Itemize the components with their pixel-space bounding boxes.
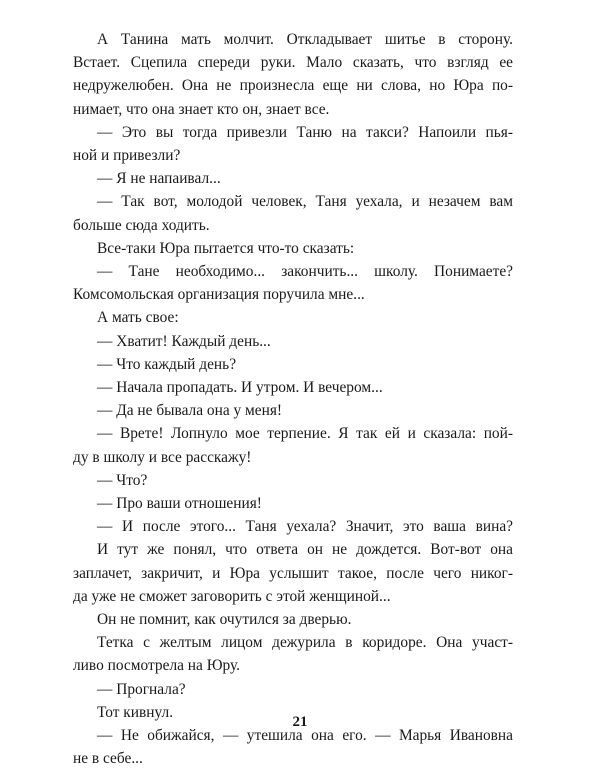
text-line-11: — Тане необходимо... закончить... школу. Понимаете? <box>97 263 513 281</box>
text-line-18: — Врете! Лопнуло мое терпение. Я так ей и сказала: пой- <box>97 425 513 443</box>
text-line-16: — Начала пропадать. И утром. И вечером... <box>97 379 383 397</box>
text-line-22: — И после этого... Таня уехала? Значит, это ваша вина? <box>97 518 513 536</box>
page-number: 21 <box>292 714 308 730</box>
text-line-14: — Хватит! Каждый день... <box>97 332 271 350</box>
text-line-20: — Что? <box>97 471 148 489</box>
text-line-1: А Танина мать молчит. Откладывает шитье в сторону. <box>97 31 513 48</box>
text-line-17: — Да не бывала она у меня! <box>97 402 283 420</box>
text-line-19: ду в школу и все расскажу! <box>73 448 252 466</box>
text-line-5: — Это вы тогда привезли Таню на такси? Напоили пья- <box>97 123 513 141</box>
text-line-4: нимает, что она знает кто он, знает все. <box>73 100 330 118</box>
text-line-7: — Я не напаивал... <box>97 170 221 188</box>
text-line-27: Тетка с желтым лицом дежурила в коридоре. Она участ- <box>97 634 513 652</box>
text-line-6: ной и привезли? <box>73 147 181 165</box>
text-line-29: — Прогнала? <box>97 680 186 698</box>
text-line-2: Встает. Сцепила спереди руки. Мало сказать, что взгляд ее <box>73 54 513 72</box>
text-line-32: не в себе... <box>73 750 143 768</box>
text-line-25: да уже не сможет заговорить с этой женщиной... <box>73 587 391 605</box>
page-body <box>73 28 513 771</box>
text-line-21: — Про ваши отношения! <box>97 495 262 513</box>
text-line-26: Он не помнит, как очутился за дверью. <box>97 611 352 629</box>
text-line-8: — Так вот, молодой человек, Таня уехала, и незачем вам <box>97 193 513 211</box>
text-line-9: больше сюда ходить. <box>73 216 210 234</box>
text-line-31: — Не обижайся, — утешила она его. — Марья Ивановна <box>97 727 513 745</box>
text-line-24: заплачет, закричит, и Юра услышит такое, после чего никог- <box>73 564 513 582</box>
text-line-3: недружелюбен. Она не произнесла еще ни слова, но Юра по- <box>73 77 513 95</box>
text-line-15: — Что каждый день? <box>97 355 237 373</box>
text-line-28: ливо посмотрела на Юру. <box>73 657 241 675</box>
text-line-23: И тут же понял, что ответа он не дождется. Вот-вот она <box>97 541 513 559</box>
text-line-30: Тот кивнул. <box>97 703 174 721</box>
text-line-10: Все-таки Юра пытается что-то сказать: <box>97 239 355 257</box>
text-line-12: Комсомольская организация поручила мне... <box>73 286 365 304</box>
text-line-13: А мать свое: <box>97 309 179 327</box>
